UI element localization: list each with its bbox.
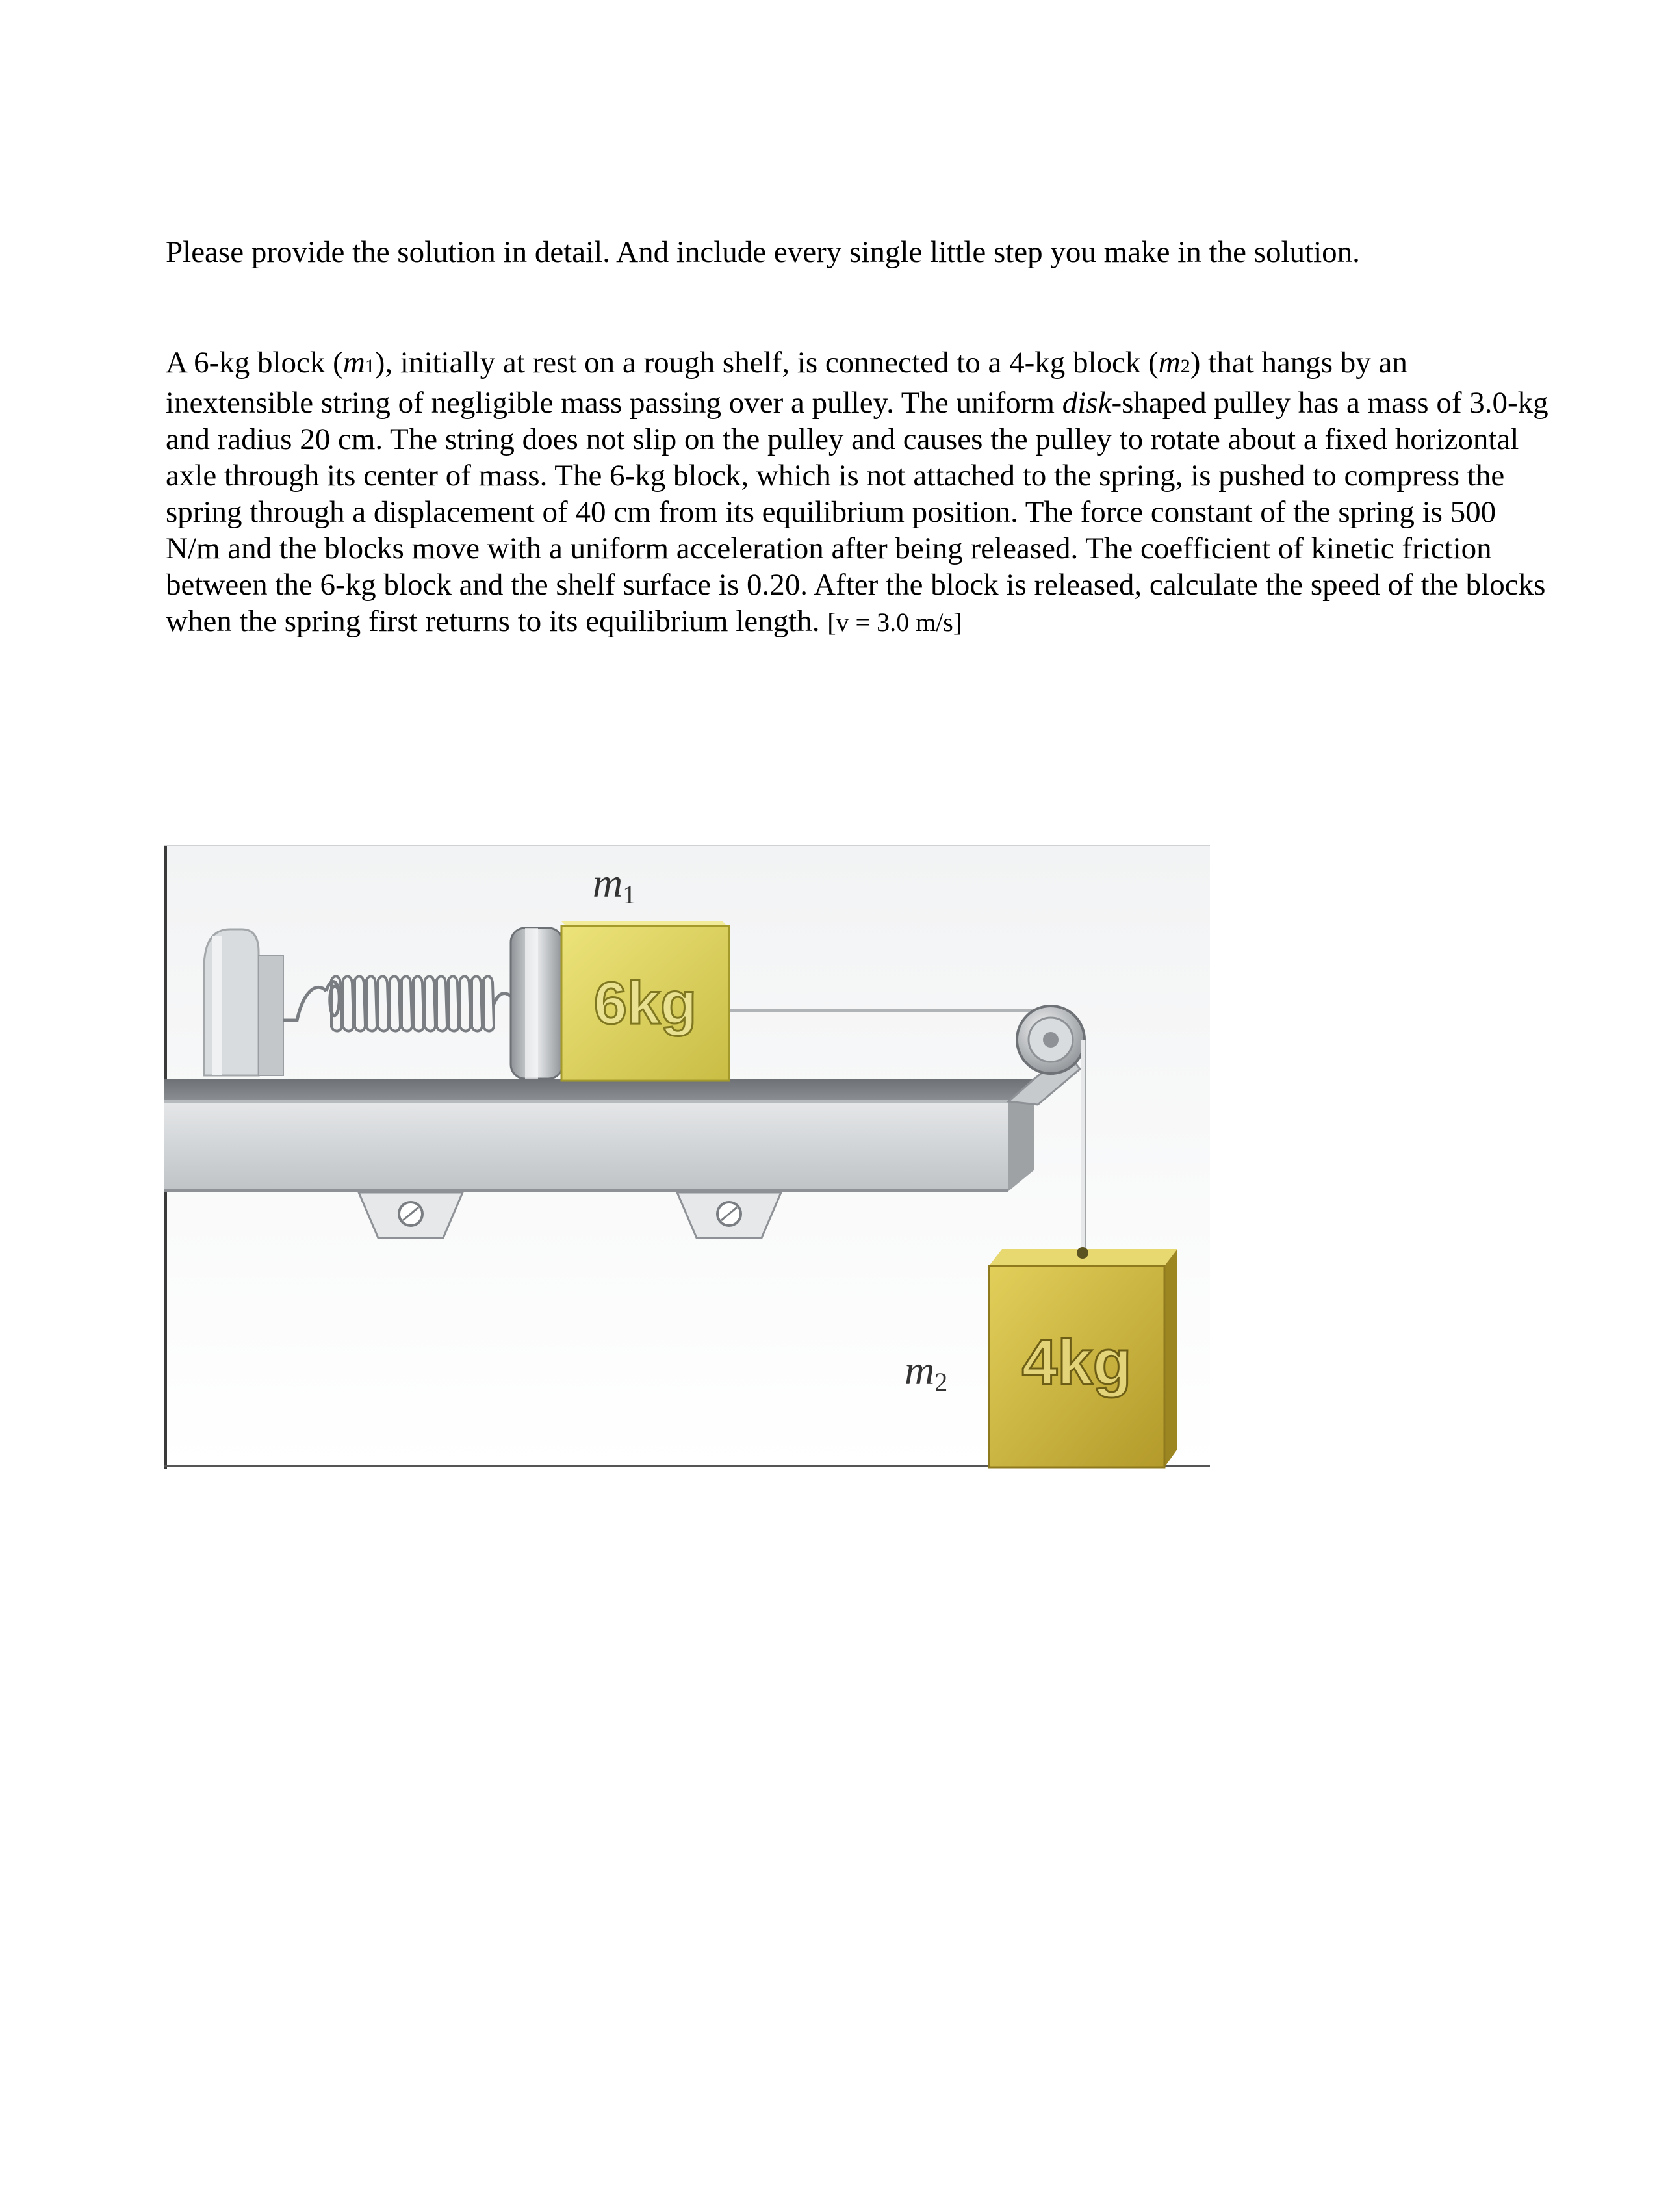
shelf-bracket-right [677, 1192, 781, 1238]
block-4kg [989, 1247, 1177, 1467]
spring-plate [511, 928, 563, 1079]
problem-text-4: -shaped pulley has a mass of 3.0-kg and radius 20 cm. The string does not slip on the pulley and causes the pulley to rotate about a fixed horizontal axle through its center of mass. The 6-kg block, which is not attached to the spring, is pushed to compress the spring through a displacement of 40 cm from its equilibrium position. The force constant of the spring is 500 N/m and the blocks move with a uniform acceleration after being released. The coefficient of kinetic friction between the 6-kg block and the shelf surface is 0.20. After the block is released, calculate the speed of the blocks when the spring first returns to its equilibrium length. [166, 386, 1548, 638]
block-6kg [561, 921, 729, 1081]
answer-text: [v = 3.0 m/s] [827, 608, 962, 637]
instruction-text: Please provide the solution in detail. And include every single little step you make in the solution. [166, 235, 1360, 269]
m2-subscript: 2 [1180, 355, 1190, 377]
physics-figure [164, 845, 1210, 1469]
block-4kg-label: 4kg [1021, 1326, 1132, 1398]
shelf [164, 1079, 1034, 1192]
pulley [1017, 1006, 1085, 1074]
figure-top-line [164, 845, 1210, 846]
m1-label: m1 [593, 860, 636, 909]
problem-text-3: ) that hangs by an inextensible string of negligible mass passing over a pulley. The uniform [166, 346, 1407, 420]
m1-subscript: 1 [365, 355, 375, 377]
problem-text-2: ), initially at rest on a rough shelf, is connected to a 4-kg block ( [374, 346, 1159, 379]
shelf-bracket-left [359, 1192, 463, 1238]
m2-label: m2 [905, 1347, 948, 1396]
problem-statement [166, 344, 1550, 641]
m2-variable: m [1158, 346, 1181, 379]
block-6kg-label: 6kg [593, 970, 697, 1036]
problem-text-1: A 6-kg block ( [166, 346, 343, 379]
m1-variable: m [342, 346, 365, 379]
disk-word: disk [1062, 386, 1112, 420]
